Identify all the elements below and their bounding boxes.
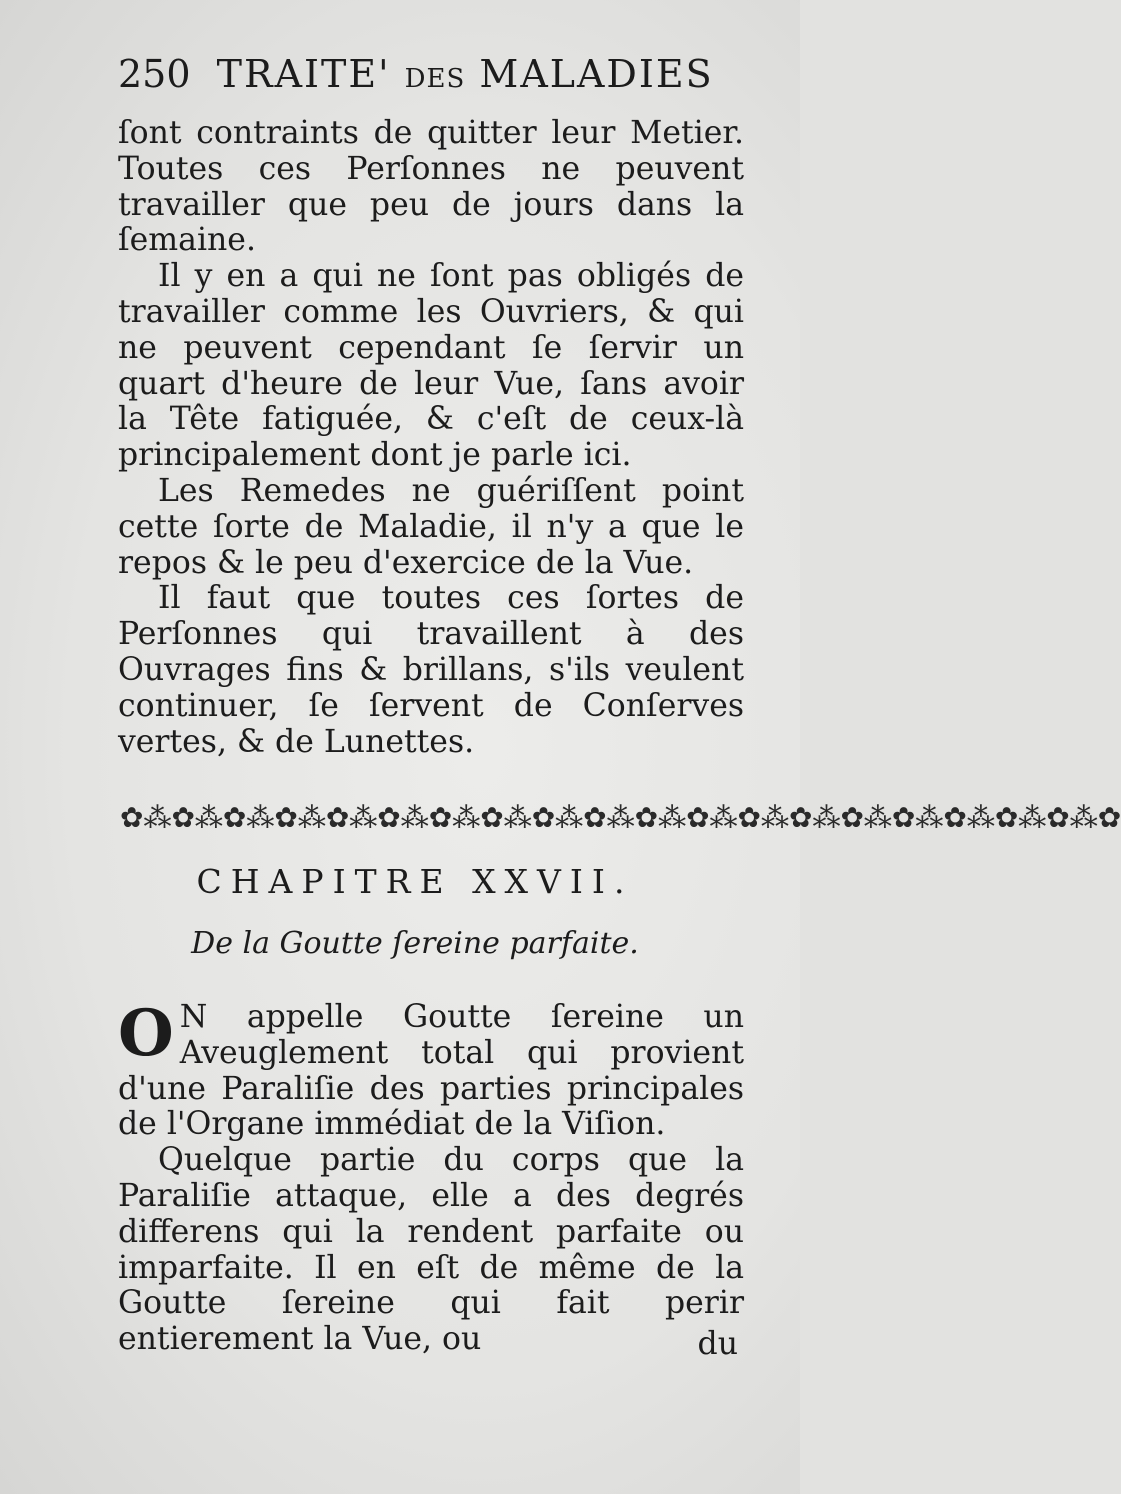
header-title-traite: TRAITE' — [216, 52, 391, 96]
header-title-maladies: MALADIES — [479, 52, 714, 96]
page-number: 250 — [118, 52, 191, 96]
opening-paragraph-text: N appelle Goutte ſereine un Aveuglement total qui provient d'une Paraliſie des parties principales de l'Organe immédiat de la Viſion. — [118, 999, 744, 1143]
running-header — [118, 52, 718, 96]
opening-paragraph — [118, 996, 744, 1143]
paragraph-continued: ſont contraints de quitter leur Metier. Toutes ces Perſonnes ne peuvent travailler que peu de jours dans la ſemaine. — [118, 115, 744, 259]
text-block-chapter — [118, 996, 744, 1358]
paragraph: Il faut que toutes ces ſortes de Perſonnes qui travaillent à des Ouvrages fins & brillans, s'ils veulent continuer, ſe ſervent de Conſerves vertes, & de Lunettes. — [118, 580, 744, 760]
paragraph: Quelque partie du corps que la Paraliſie attaque, elle a des degrés differens qui la rendent parfaite ou imparfaite. Il en eſt de même de la Goutte ſereine qui fait perir entierement la Vue, ou — [118, 1142, 744, 1358]
decorative-ornament-band: ✿⁂✿⁂✿⁂✿⁂✿⁂✿⁂✿⁂✿⁂✿⁂✿⁂✿⁂✿⁂✿⁂✿⁂✿⁂✿⁂✿⁂✿⁂✿⁂✿ — [120, 801, 1121, 834]
header-title-des: DES — [404, 64, 466, 94]
catchword: du — [697, 1326, 738, 1362]
chapter-heading: CHAPITRE XXVII. — [196, 862, 634, 901]
drop-cap: O — [118, 996, 174, 1071]
paragraph: Il y en a qui ne ſont pas obligés de travailler comme les Ouvriers, & qui ne peuvent cependant ſe ſervir un quart d'heure de leur Vue, ſans avoir la Tête fatiguée, & c'eſt de ceux-là principalement dont je parle ici. — [118, 258, 744, 474]
paragraph: Les Remedes ne guériſſent point cette ſorte de Maladie, il n'y a que le repos & le peu d'exercice de la Vue. — [118, 472, 744, 581]
text-block-top — [118, 116, 744, 760]
chapter-subtitle: De la Goutte ſereine parfaite. — [191, 926, 639, 961]
